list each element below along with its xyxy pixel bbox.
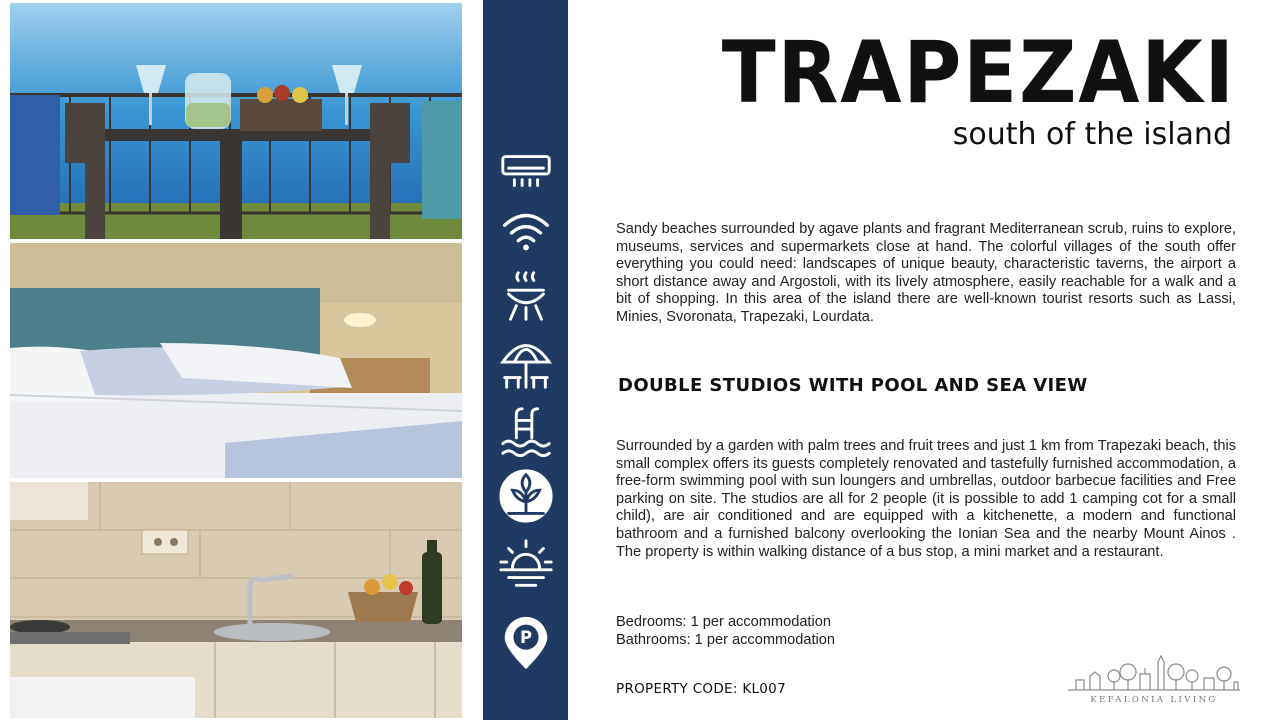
parking-icon: [491, 612, 561, 672]
property-code: PROPERTY CODE: KL007: [616, 681, 786, 697]
swimming-pool-icon: [491, 404, 561, 460]
wifi-icon: [491, 203, 561, 259]
property-facts: [616, 614, 835, 649]
sea-view-sunset-icon: [491, 536, 561, 592]
balcony-photo: [10, 3, 462, 239]
page-subtitle: south of the island: [952, 117, 1232, 152]
page-title: TRAPEZAKI: [721, 23, 1236, 123]
kitchen-photo: [10, 482, 462, 718]
barbecue-icon: [491, 268, 561, 324]
bedrooms-info: Bedrooms: 1 per accommodation: [616, 614, 831, 630]
property-heading: DOUBLE STUDIOS WITH POOL AND SEA VIEW: [618, 375, 1088, 396]
air-conditioning-icon: [491, 144, 561, 200]
brand-logo: [1066, 652, 1242, 708]
svg-text:P: P: [519, 627, 533, 647]
bathrooms-info: Bathrooms: 1 per accommodation: [616, 631, 836, 648]
garden-icon: [491, 468, 561, 524]
bedroom-photo: [10, 243, 462, 478]
amenities-strip: [483, 0, 568, 720]
sun-umbrella-icon: [491, 336, 561, 392]
property-description: Surrounded by a garden with palm trees and fruit trees and just 1 km from Trapezaki beach, this small complex offers its guests completely renovated and tastefully furnished accommodation, a free-form swimming pool with sun loungers and umbrellas, outdoor barbecue facilities and Free parking on site. The studios are all for 2 people (it is possible to add 1 camping cot for a small child), are air conditioned and are equipped with a kitchenette, a modern and functional bathroom and a furnished balcony overlooking the Ionian Sea and the nearby Mount Ainos . The property is within walking distance of a bus stop, a mini market and a restaurant.: [616, 438, 1236, 560]
area-description: Sandy beaches surrounded by agave plants and fragrant Mediterranean scrub, ruins to explore, museums, services and supermarkets close at hand. The colorful villages of the south offer everything you could need: landscapes of unique beauty, characteristic taverns, the airport a short distance away and Argostoli, with its lively atmosphere, easily reachable for a walk and a bit of shopping. In this area of the island there are well-known tourist resorts such as Lassi, Minies, Svoronata, Trapezaki, Lourdata.: [616, 221, 1236, 325]
brand-logo-text: KEFALONIA LIVING: [1090, 695, 1218, 705]
